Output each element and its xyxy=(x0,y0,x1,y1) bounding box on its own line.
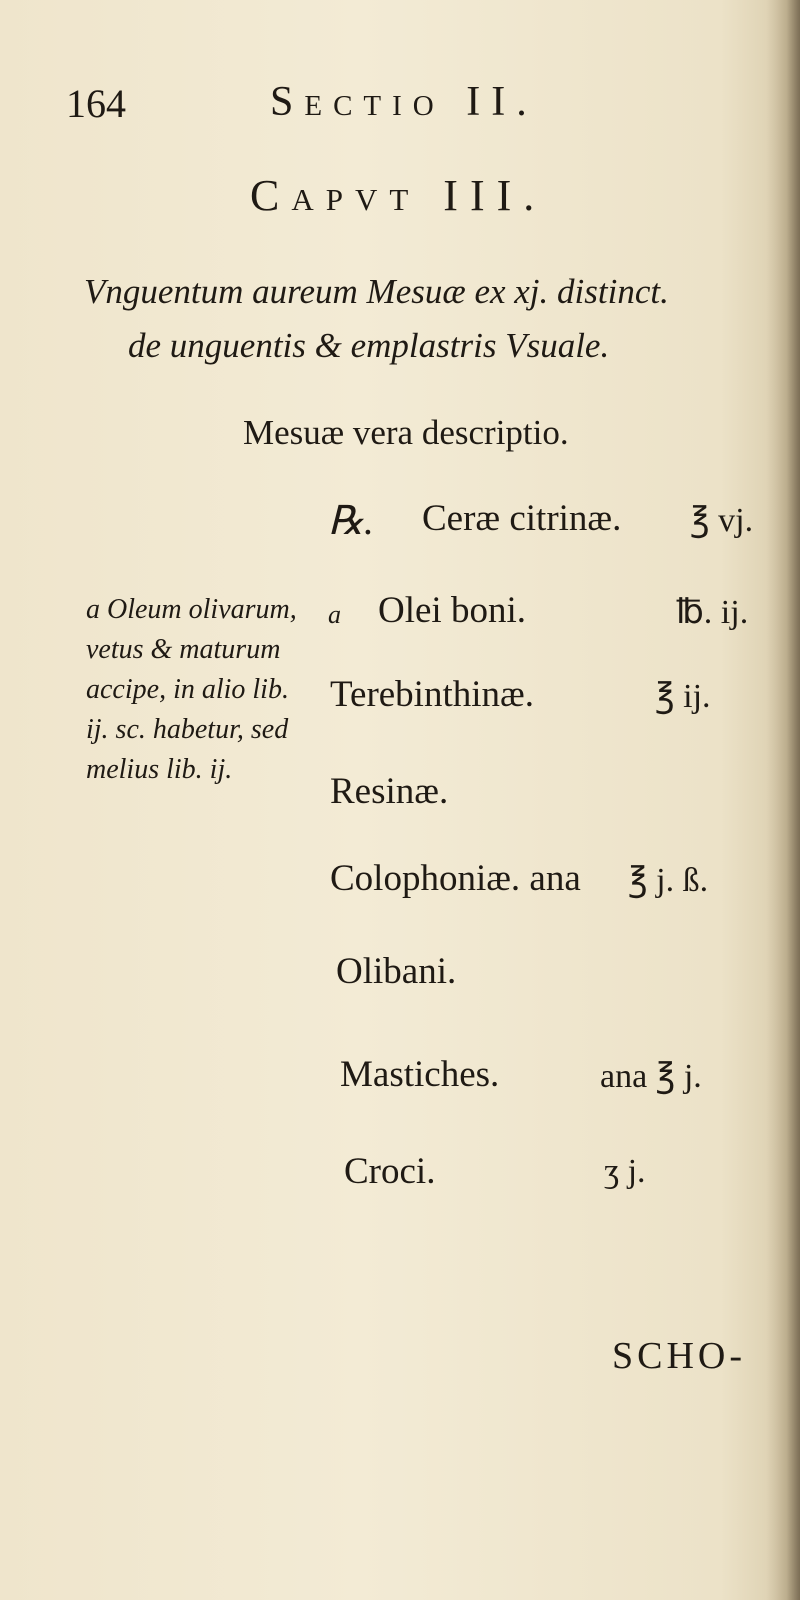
margin-note: a Oleum olivarum, vetus & maturum accipe, in alio lib. ij. sc. habetur, sed melius lib. ij. xyxy=(86,594,297,785)
page-edge-shadow xyxy=(766,0,800,1600)
ingredient-name: Mastiches. xyxy=(340,1054,500,1095)
page-number: 164 xyxy=(66,81,126,126)
ingredient-name: Ceræ citrinæ. xyxy=(422,498,622,539)
ingredient-quantity: ℔. ij. xyxy=(676,594,749,631)
recipe-title-line-2: de unguentis & emplastris Vsuale. xyxy=(128,326,610,365)
chapter-heading: Capvt III. xyxy=(250,171,547,220)
ingredient-name: Olibani. xyxy=(336,951,457,992)
ingredient-name: Terebinthinæ. xyxy=(330,674,534,715)
ingredient-quantity: ʒ j. xyxy=(604,1153,646,1190)
ingredient-name: Olei boni. xyxy=(378,590,526,631)
ingredient-quantity: ana ℥ j. xyxy=(600,1058,702,1095)
running-head: Sectio II. xyxy=(270,79,538,125)
recipe-symbol: ℞. xyxy=(328,498,374,543)
recipe-title-line-1: Vnguentum aureum Mesuæ ex xj. distinct. xyxy=(84,272,669,311)
footnote-marker: a xyxy=(328,600,341,629)
ingredient-name: Colophoniæ. ana xyxy=(330,858,581,899)
ingredient-quantity: ℥ ij. xyxy=(655,678,711,715)
ingredient-quantity: ℥ j. ß. xyxy=(628,862,709,899)
ingredient-quantity: ℥ vj. xyxy=(690,502,754,539)
ingredient-name: Croci. xyxy=(344,1151,436,1192)
description-heading: Mesuæ vera descriptio. xyxy=(243,413,569,452)
catchword: SCHO- xyxy=(612,1335,747,1377)
ingredient-name: Resinæ. xyxy=(330,771,449,812)
